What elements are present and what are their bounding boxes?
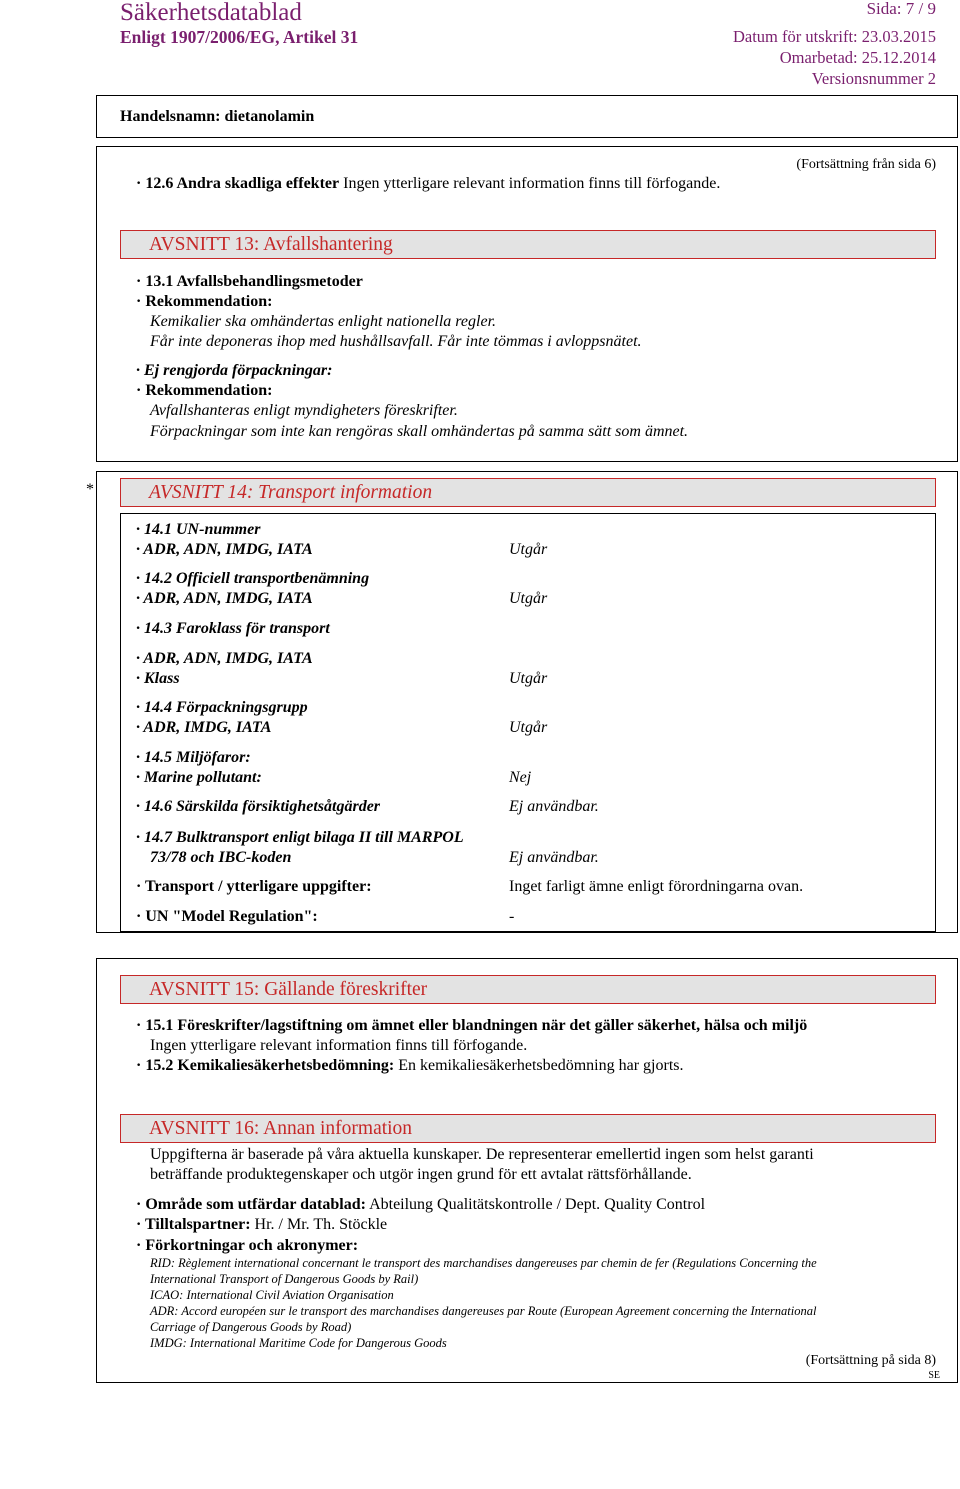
transport-row-label: · Marine pollutant:: [136, 769, 262, 786]
section-15-2-label: · 15.2 Kemikaliesäkerhetsbedömning:: [136, 1057, 395, 1074]
section-15-1-text: Ingen ytterligare relevant information finns till förfogande.: [150, 1037, 528, 1054]
version-number: Versionsnummer 2: [811, 69, 936, 88]
abbreviations-label: · Förkortningar och akronymer:: [136, 1237, 359, 1254]
transport-row-value: Utgår: [509, 670, 548, 687]
revised-date: Omarbetad: 25.12.2014: [779, 48, 936, 67]
transport-row-label: · UN "Model Regulation":: [136, 908, 318, 925]
revision-marker: *: [86, 481, 94, 498]
contact-person-label: · Tilltalspartner:: [136, 1216, 251, 1233]
page-number: Sida: 7 / 9: [866, 0, 936, 18]
section-12-6: [136, 174, 720, 194]
contact-person-text: Hr. / Mr. Th. Stöckle: [254, 1216, 388, 1233]
abbreviation-imdg: IMDG: International Maritime Code for Dangerous Goods: [150, 1336, 447, 1350]
transport-row-label: · Klass: [136, 670, 180, 687]
transport-row-value: -: [509, 908, 515, 925]
transport-row-label: · 14.1 UN-nummer: [136, 521, 261, 538]
section-13-recommendation: · Rekommendation:: [136, 293, 273, 310]
section-16-para-2: beträffande produktegenskaper och utgör ingen grund för ett avtalat rättsförhållande.: [150, 1166, 692, 1183]
section-13-recommendation-2: · Rekommendation:: [136, 382, 273, 399]
section-13-header: AVSNITT 13: Avfallshantering: [120, 230, 936, 259]
abbreviation-icao: ICAO: International Civil Aviation Organisation: [150, 1288, 394, 1302]
transport-row-label: · 14.6 Särskilda försiktighetsåtgärder: [136, 798, 381, 815]
transport-row-label: · ADR, ADN, IMDG, IATA: [136, 650, 313, 667]
section-12-6-label: · 12.6 Andra skadliga effekter: [136, 175, 340, 192]
transport-row-value: Utgår: [509, 719, 548, 736]
section-13-text-1: Kemikalier ska omhändertas enlight nationella regler.: [150, 313, 497, 330]
section-13-1: · 13.1 Avfallsbehandlingsmetoder: [136, 273, 363, 290]
transport-row-label: 73/78 och IBC-koden: [150, 849, 292, 866]
continued-to: (Fortsättning på sida 8): [805, 1353, 936, 1368]
section-16-header: AVSNITT 16: Annan information: [120, 1114, 936, 1143]
section-13-text-4: Förpackningar som inte kan rengöras skall omhändertas på samma sätt som ämnet.: [150, 423, 689, 440]
contact-person: [136, 1215, 387, 1235]
transport-row-value: Utgår: [509, 590, 548, 607]
section-13-uncleaned-packaging: · Ej rengjorda förpackningar:: [136, 362, 333, 379]
transport-row-value: Ej användbar.: [509, 849, 599, 866]
regulation-subtitle: Enligt 1907/2006/EG, Artikel 31: [120, 27, 359, 47]
language-code: SE: [928, 1370, 940, 1381]
document-title: Säkerhetsdatablad: [120, 0, 302, 26]
issuing-area-text: Abteilung Qualitätskontrolle / Dept. Quality Control: [369, 1196, 706, 1213]
abbreviation-adr-1: ADR: Accord européen sur le transport des marchandises dangereuses par Route (European Agreement concerning the International: [150, 1304, 817, 1318]
abbreviation-adr-2: Carriage of Dangerous Goods by Road): [150, 1320, 352, 1334]
issuing-area: [136, 1195, 705, 1215]
abbreviation-rid-1: RID: Règlement international concernant le transport des marchandises dangereuses par chemin de fer (Regulations Concerning the: [150, 1256, 817, 1270]
abbreviation-rid-2: International Transport of Dangerous Goods by Rail): [150, 1272, 419, 1286]
trade-name: Handelsnamn: dietanolamin: [120, 108, 315, 125]
transport-row-value: Utgår: [509, 541, 548, 558]
section-16-para-1: Uppgifterna är baserade på våra aktuella kunskaper. De representerar emellertid ingen som helst garanti: [150, 1146, 814, 1163]
transport-row-label: · ADR, ADN, IMDG, IATA: [136, 590, 313, 607]
transport-row-label: · 14.2 Officiell transportbenämning: [136, 570, 370, 587]
section-12-6-text: Ingen ytterligare relevant information finns till förfogande.: [343, 175, 721, 192]
transport-row-label: · 14.5 Miljöfaror:: [136, 749, 251, 766]
section-14-header: AVSNITT 14: Transport information: [120, 478, 936, 507]
section-13-text-2: Får inte deponeras ihop med hushållsavfall. Får inte tömmas i avloppsnätet.: [150, 333, 642, 350]
section-15-2: [136, 1056, 684, 1076]
section-15-2-text: En kemikaliesäkerhetsbedömning har gjorts.: [398, 1057, 684, 1074]
transport-row-value: Inget farligt ämne enligt förordningarna ovan.: [509, 878, 804, 895]
issuing-area-label: · Område som utfärdar datablad:: [136, 1196, 366, 1213]
transport-row-label: · Transport / ytterligare uppgifter:: [136, 878, 372, 895]
section-15-header: AVSNITT 15: Gällande föreskrifter: [120, 975, 936, 1004]
transport-row-label: · 14.7 Bulktransport enligt bilaga II till MARPOL: [136, 829, 464, 846]
transport-row-label: · ADR, ADN, IMDG, IATA: [136, 541, 313, 558]
transport-row-label: · 14.3 Faroklass för transport: [136, 620, 330, 637]
transport-row-value: Nej: [509, 769, 532, 786]
transport-row-value: Ej användbar.: [509, 798, 599, 815]
section-13-text-3: Avfallshanteras enligt myndigheters föreskrifter.: [150, 402, 458, 419]
continued-from: (Fortsättning från sida 6): [796, 157, 936, 172]
transport-row-label: · ADR, IMDG, IATA: [136, 719, 272, 736]
transport-row-label: · 14.4 Förpackningsgrupp: [136, 699, 308, 716]
section-15-1: · 15.1 Föreskrifter/lagstiftning om ämnet eller blandningen när det gäller säkerhet, hälsa och miljö: [136, 1017, 808, 1034]
print-date: Datum för utskrift: 23.03.2015: [732, 27, 936, 46]
